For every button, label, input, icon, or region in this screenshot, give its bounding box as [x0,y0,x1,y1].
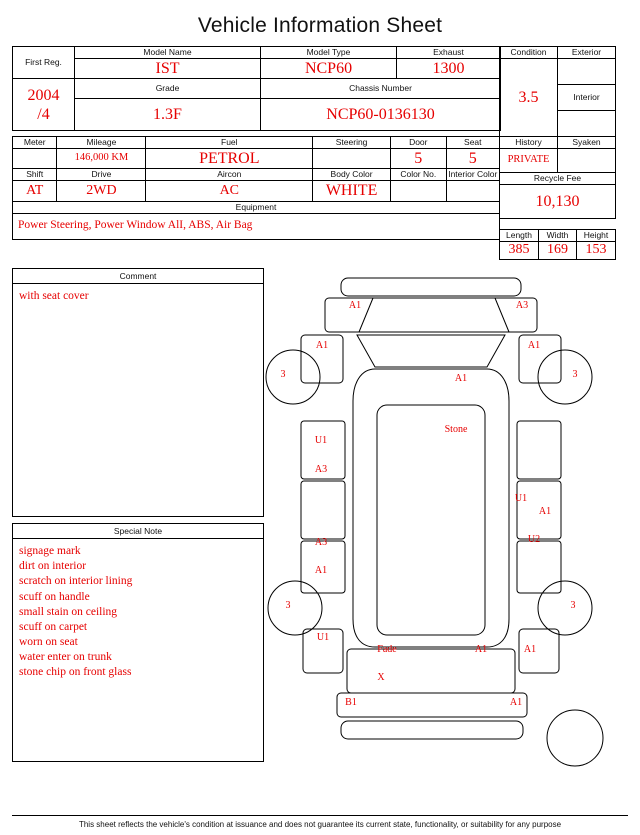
special-note-line: signage mark [19,544,81,557]
model-name-label: Model Name [75,47,261,59]
special-note-line: scratch on interior lining [19,575,133,588]
recycle-fee-label: Recycle Fee [500,173,616,185]
chassis-value: NCP60-0136130 [261,98,501,131]
interior-color-value [446,181,499,201]
height-label: Height [577,230,616,242]
special-note-line: water enter on trunk [19,651,112,664]
special-note-line: dirt on interior [19,560,87,573]
damage-mark: Fade [377,643,397,655]
equipment-label: Equipment [13,201,500,213]
drive-value: 2WD [57,181,146,201]
color-no-label: Color No. [391,169,447,181]
damage-mark: U1 [314,434,328,446]
special-note-line: stone chip on front glass [19,666,132,679]
exhaust-label: Exhaust [397,47,501,59]
shift-label: Shift [13,169,57,181]
length-value: 385 [500,242,539,260]
special-note-box [12,523,264,762]
aircon-value: AC [146,181,313,201]
damage-mark: A1 [314,564,328,576]
syaken-value [558,149,616,173]
comment-text: with seat cover [19,289,89,302]
page-title: Vehicle Information Sheet [197,14,443,37]
first-reg-month: /4 [37,105,50,123]
damage-mark: 3 [285,599,291,611]
damage-mark: A1 [315,339,329,351]
model-name-value: IST [75,59,261,79]
car-diagram-svg [264,268,624,768]
mileage-value: 146,000 KM [57,149,146,169]
damage-mark: A1 [538,505,552,517]
interior-value [558,111,616,137]
damage-mark: A3 [314,463,328,475]
drive-label: Drive [57,169,146,181]
damage-mark: A1 [454,372,468,384]
history-recycle-table [499,136,616,219]
model-type-value: NCP60 [261,59,397,79]
steering-label: Steering [313,137,391,149]
damage-mark: A3 [515,299,529,311]
seat-label: Seat [446,137,499,149]
damage-mark: A1 [348,299,362,311]
condition-table [499,46,616,137]
grade-label: Grade [75,79,261,98]
damage-mark: B1 [345,696,357,708]
damage-mark: U1 [316,631,330,643]
comment-header: Comment [13,269,263,284]
body-color-value: WHITE [313,181,391,201]
special-note-line: small stain on ceiling [19,605,118,618]
spec-table [12,136,500,240]
damage-mark: 3 [570,599,576,611]
damage-mark: A3 [314,536,328,548]
damage-mark: A1 [474,643,488,655]
first-reg-label: First Reg. [13,47,75,79]
equipment-value: Power Steering, Power Window AlI, ABS, Air Bag [13,213,500,239]
damage-mark: 3 [572,368,578,380]
width-value: 169 [539,242,577,260]
meter-label: Meter [13,137,57,149]
fuel-value: PETROL [146,149,313,169]
condition-value: 3.5 [500,59,558,137]
exterior-label: Exterior [558,47,616,59]
door-label: Door [391,137,447,149]
damage-mark: U1 [514,492,528,504]
history-value: PRIVATE [500,149,558,173]
interior-label: Interior [558,85,616,111]
comment-box [12,268,264,517]
interior-color-label: Interior Color [446,169,499,181]
fuel-label: Fuel [146,137,313,149]
steering-value [313,149,391,169]
damage-mark: A1 [527,339,541,351]
aircon-label: Aircon [146,169,313,181]
grade-value: 1.3F [75,98,261,131]
meter-value [13,149,57,169]
damage-mark: X [377,671,385,683]
recycle-fee-value: 10,130 [500,185,616,219]
first-reg-year: 2004 [27,86,60,104]
condition-label: Condition [500,47,558,59]
special-note-line: worn on seat [19,636,78,649]
top-info-block [12,46,628,137]
spec-info-block [12,136,628,260]
seat-value: 5 [446,149,499,169]
chassis-label: Chassis Number [261,79,501,98]
dimensions-table [499,229,616,260]
special-note-line: scuff on handle [19,590,90,603]
mileage-label: Mileage [57,137,146,149]
damage-mark: Stone [444,423,468,435]
first-reg-value [13,79,75,131]
body-color-label: Body Color [313,169,391,181]
vehicle-identity-table [12,46,501,131]
damage-mark: U2 [527,533,541,545]
history-label: History [500,137,558,149]
special-note-line: scuff on carpet [19,620,88,633]
notes-and-diagram-block [12,268,628,768]
special-note-list [13,539,263,761]
syaken-label: Syaken [558,137,616,149]
damage-mark: A1 [509,696,523,708]
exterior-value [558,59,616,85]
vehicle-damage-diagram [264,268,628,768]
width-label: Width [539,230,577,242]
damage-mark: A1 [523,643,537,655]
footer-disclaimer: This sheet reflects the vehicle's condition at issuance and does not guarantee its current state, functionality, or suitability for any purpose [12,815,628,829]
damage-mark: 3 [280,368,286,380]
notes-column [12,268,264,762]
model-type-label: Model Type [261,47,397,59]
shift-value: AT [13,181,57,201]
length-label: Length [500,230,539,242]
height-value: 153 [577,242,616,260]
color-no-value [391,181,447,201]
special-note-header: Special Note [13,524,263,539]
exhaust-value: 1300 [397,59,501,79]
door-value: 5 [391,149,447,169]
